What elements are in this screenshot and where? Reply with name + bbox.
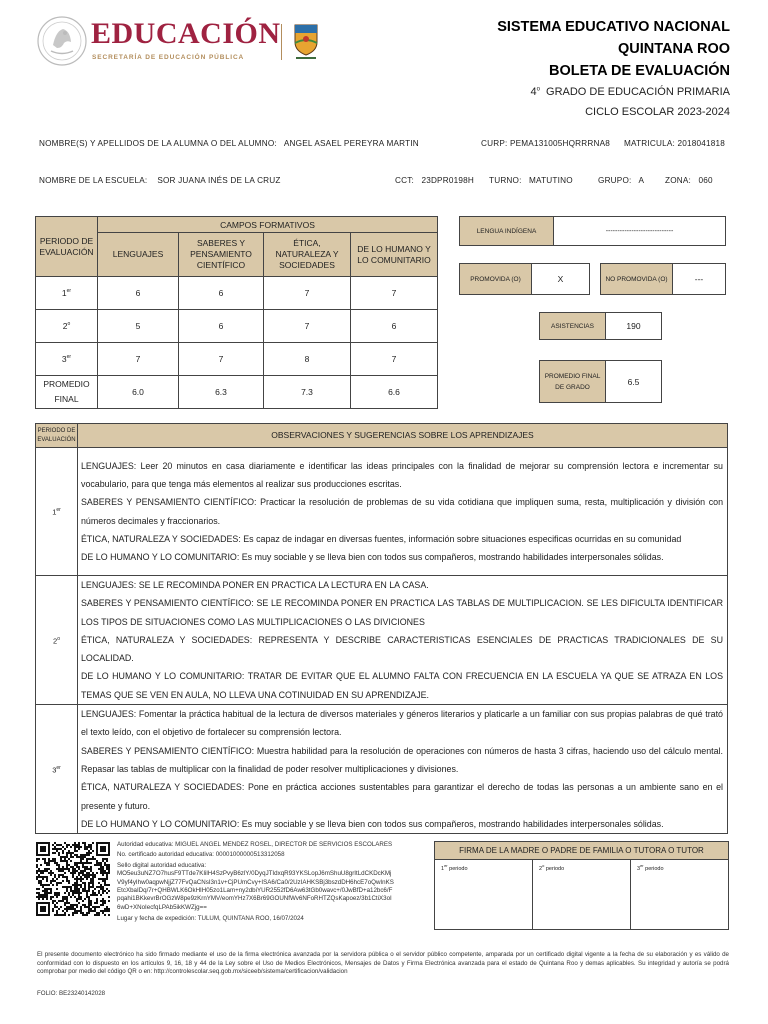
- sep-logo: [36, 14, 281, 68]
- obs-period-sup: er: [56, 764, 61, 771]
- grade-cell: 7: [179, 343, 264, 376]
- obs-period-header: PERIODO DE EVALUACIÓN: [36, 424, 78, 448]
- logo-text: EDUCACIÓN: [91, 17, 281, 50]
- header-title-1: SISTEMA EDUCATIVO NACIONAL: [497, 19, 730, 35]
- grade-number: 4: [530, 86, 537, 98]
- grade-cell: 7: [351, 277, 438, 310]
- asistencias-box: [539, 312, 662, 340]
- sig-period-label: periodo: [545, 865, 565, 872]
- grade-cell: 7: [98, 343, 179, 376]
- sig-period-num: 3: [637, 865, 641, 872]
- asistencias-value: 190: [626, 321, 641, 331]
- asistencias-label: ASISTENCIAS: [540, 313, 606, 339]
- col-header: ÉTICA, NATURALEZA Y SOCIEDADES: [264, 233, 351, 277]
- certification-block: [117, 841, 395, 924]
- final-cell: 6.6: [351, 376, 438, 409]
- sig-period-num: 1: [441, 865, 445, 872]
- obs-period-num: 1: [52, 507, 57, 517]
- lengua-value: -----------------------------: [605, 227, 674, 235]
- student-name-line: [39, 139, 419, 148]
- curp-label: CURP:: [481, 139, 508, 148]
- obs-paragraph: LENGUAJES: SE LE RECOMINDA PONER EN PRACTICA LA LECTURA EN LA CASA.: [81, 580, 429, 590]
- turno-line: [489, 176, 573, 185]
- period-cell: [36, 343, 98, 376]
- zona-label: ZONA:: [665, 176, 692, 185]
- grade-text: GRADO DE EDUCACIÓN PRIMARIA: [546, 86, 730, 98]
- period-cell: [36, 277, 98, 310]
- table-row: [36, 705, 728, 834]
- student-name-label: NOMBRE(S) Y APELLIDOS DE LA ALUMNA O DEL ALUMNO:: [39, 139, 277, 148]
- no-promovida-value: ---: [694, 274, 704, 284]
- turno-label: TURNO:: [489, 176, 522, 185]
- period-num: 2: [62, 321, 68, 331]
- qr-code: [36, 842, 110, 916]
- legal-footer: El presente documento electrónico ha sido firmado mediante el uso de la firma electrónica avanzada por la servidora pública o el servidor público competente, amparada por un certificado digital vigente a la fecha de su elaboración y es válido de conformidad con lo dispuesto en los artículos 9, 16, 18 y 44 de la Ley sobre el Uso de Medios Electrónicos, Mensajes de Datos y Firma Electrónica avanzada para el estado de Quintana Roo y demas aplicables. Su integridad y autoría se podrá comprobar por medio del código QR o en: http://controlescolar.seq.gob.mx/siceeb/sistema/certificacion/validacion: [37, 951, 729, 976]
- obs-text: [78, 576, 728, 705]
- sig-period-label: periodo: [449, 865, 468, 872]
- promedio-final-box: [539, 360, 662, 403]
- sello-label: Sello digital autoridad educativa:: [117, 861, 207, 869]
- obs-paragraph: DE LO HUMANO Y LO COMUNITARIO: Es muy sociable y se lleva bien con todos sus compañeros, mostrando habilidades interpersonales sólidas.: [81, 818, 664, 829]
- matricula-label: MATRICULA:: [624, 139, 675, 148]
- obs-paragraph: DE LO HUMANO Y LO COMUNITARIO: TRATAR DE EVITAR QUE EL ALUMNO FALTA CON FRECUENCIA EN LA ESCUELA YA QUE SE ATRAZA EN LOS TEMAS QUE SE VEN EN AULA, NO LLEVA UNA COTINUIDAD EN SU APRENDIZAJE.: [81, 671, 723, 700]
- grupo-line: [598, 176, 644, 185]
- signature-title: FIRMA DE LA MADRE O PADRE DE FAMILIA O TUTORA O TUTOR: [435, 842, 729, 860]
- obs-paragraph: SABERES Y PENSAMIENTO CIENTÍFICO: Practicar la resolución de problemas de su vida cotidiana que impliquen suma, resta, multiplicación y división con números decimales y fraccionarios.: [81, 497, 723, 526]
- period-num: 3: [61, 354, 67, 364]
- obs-text: [78, 705, 728, 834]
- obs-paragraph: ÉTICA, NATURALEZA Y SOCIEDADES: Pone en práctica acciones sustentables para garantizar el derecho de todas las personas a un ambiente sano en el presente y futuro.: [81, 782, 723, 811]
- logo-subtitle: SECRETARÍA DE EDUCACIÓN PÚBLICA: [92, 54, 245, 61]
- matricula-line: [624, 139, 725, 148]
- school-name: SOR JUANA INÉS DE LA CRUZ: [157, 176, 281, 185]
- header-title-2: QUINTANA ROO: [618, 41, 730, 57]
- signature-cell-2[interactable]: [533, 860, 631, 930]
- grade-cell: 7: [351, 343, 438, 376]
- obs-period-num: 2: [53, 636, 58, 646]
- grade-cell: 6: [98, 277, 179, 310]
- signature-cell-3[interactable]: [631, 860, 729, 930]
- obs-period-sup: o: [57, 635, 60, 642]
- sello-text: MO5eu3uNZ7O7husF9TTde7KIilH4SzPvyB6zlY/0DyqJTIdxqR93YKSLopJ6mShuU8grItLdCKDcKMjV9yf4yIhw0aqpwNjjZ77FvQaCNsI3n1v+CjPUmCvy+ISA6/Ca0/2UzIAHKSBj3bszdDH6hcE7oQwInKSEtcXbaIDq/7r+QHBWLK6OkHIH05zo1Lam+ny2dbiYUR2552fD6Aw63tGb0wavc+/0JwBfD+a12bc6/Fpqahi1BKkevrBrOGzW8pe9zKrnYMV/eomYHz7X6Br69GOUNfWv6NFoRHTZQsKapoez/3b1CtiX3oI6wD+XNoIecfqLPAb5ikKWZjg==: [117, 870, 394, 911]
- grade-cell: 6: [179, 277, 264, 310]
- final-label: PROMEDIO FINAL: [36, 376, 98, 409]
- grade-line: [530, 86, 730, 98]
- cct-line: [395, 176, 474, 185]
- quintana-roo-shield-icon: [293, 22, 319, 60]
- obs-paragraph: LENGUAJES: Leer 20 minutos en casa diariamente e identificar las ideas principales con la finalidad de mejorar su comprensión lectora e incrementar su vocabulario, para que tenga más elementos al realizar sus producciones escritas.: [81, 460, 723, 489]
- lengua-indigena-box: [459, 216, 726, 246]
- col-header: DE LO HUMANO Y LO COMUNITARIO: [351, 233, 438, 277]
- observations-table: [35, 423, 728, 834]
- grade-cell: 7: [264, 310, 351, 343]
- promedio-value: 6.5: [627, 376, 640, 387]
- no-promovida-label: NO PROMOVIDA (O): [601, 264, 673, 294]
- certificado-text: No. certificado autoridad educativa: 00001000000513312058: [117, 851, 285, 859]
- period-cell: [36, 310, 98, 343]
- school-cycle: CICLO ESCOLAR 2023-2024: [585, 106, 730, 118]
- grade-cell: 6: [179, 310, 264, 343]
- grades-table: [35, 216, 438, 409]
- campos-header: CAMPOS FORMATIVOS: [98, 217, 438, 233]
- autoridad-text: Autoridad educativa: MIGUEL ANGEL MENDEZ ROSEL, DIRECTOR DE SERVICIOS ESCOLARES: [117, 841, 393, 848]
- final-cell: 7.3: [264, 376, 351, 409]
- period-sup: er: [66, 288, 72, 295]
- grade-sup: o: [536, 86, 540, 93]
- promovida-box: [459, 263, 590, 295]
- obs-period-cell: [36, 576, 78, 705]
- table-row: [36, 277, 438, 310]
- period-header: PERIODO DE EVALUACIÓN: [36, 217, 98, 277]
- table-row: [36, 343, 438, 376]
- promovida-value: X: [557, 274, 564, 284]
- sig-period-sup: er: [640, 863, 644, 868]
- obs-period-cell: [36, 705, 78, 834]
- table-row: [36, 448, 728, 576]
- table-row: [36, 310, 438, 343]
- grade-cell: 6: [351, 310, 438, 343]
- no-promovida-box: [600, 263, 726, 295]
- obs-title: OBSERVACIONES Y SUGERENCIAS SOBRE LOS APRENDIZAJES: [78, 424, 728, 448]
- school-name-line: [39, 176, 281, 185]
- grupo-value: A: [638, 176, 645, 185]
- lugar-fecha-text: Lugar y fecha de expedición: TULUM, QUINTANA ROO, 16/07/2024: [117, 915, 304, 923]
- eagle-seal-icon: [36, 15, 88, 67]
- sig-period-sup: er: [444, 863, 448, 868]
- obs-paragraph: ÉTICA, NATURALEZA Y SOCIEDADES: REPRESENTA Y DESCRIBE CARACTERISTICAS ESENCIALES DE PRACTICAS TRADICIONALES DE SU LOCALIDAD.: [81, 634, 723, 664]
- obs-paragraph: LENGUAJES: Fomentar la práctica habitual de la lectura de diversos materiales y géneros literarios y platicarle a un familiar con sus propias palabras de qué trató el texto leído, con el objetivo de fortalecer su comprensión lectora.: [81, 709, 723, 738]
- zona-value: 060: [698, 176, 713, 185]
- cct-label: CCT:: [395, 176, 414, 185]
- sig-period-num: 2: [539, 865, 543, 872]
- table-row: [36, 376, 438, 409]
- period-num: 1: [61, 288, 67, 298]
- final-cell: 6.0: [98, 376, 179, 409]
- col-header: SABERES Y PENSAMIENTO CIENTÍFICO: [179, 233, 264, 277]
- grupo-label: GRUPO:: [598, 176, 632, 185]
- school-label: NOMBRE DE LA ESCUELA:: [39, 176, 148, 185]
- header-title-3: BOLETA DE EVALUACIÓN: [549, 63, 730, 79]
- signature-cell-1[interactable]: [435, 860, 533, 930]
- obs-paragraph: SABERES Y PENSAMIENTO CIENTÍFICO: Muestra habilidad para la resolución de operaciones con números de hasta 3 cifras, haciendo uso del cálculo mental. Repasar las tablas de multiplicar con la finalidad de poder resolver multiplicaciones y divisiones.: [81, 745, 723, 774]
- col-header: LENGUAJES: [98, 233, 179, 277]
- cct-value: 23DPR0198H: [421, 176, 474, 185]
- final-cell: 6.3: [179, 376, 264, 409]
- zona-line: [665, 176, 713, 185]
- grade-cell: 8: [264, 343, 351, 376]
- grade-cell: 7: [264, 277, 351, 310]
- curp-value: PEMA131005HQRRRNA8: [509, 139, 611, 148]
- signature-table: [434, 841, 729, 930]
- period-sup: er: [66, 354, 72, 361]
- obs-paragraph: DE LO HUMANO Y LO COMUNITARIO: Es muy sociable y se lleva bien con todos sus compañeros, mostrando habilidades interpersonales sólidas.: [81, 552, 664, 563]
- obs-period-sup: er: [56, 507, 61, 514]
- table-row: [36, 576, 728, 705]
- student-name: ANGEL ASAEL PEREYRA MARTIN: [283, 139, 419, 148]
- promovida-label: PROMOVIDA (O): [460, 264, 532, 294]
- sig-period-sup: o: [542, 863, 545, 868]
- grade-cell: 5: [98, 310, 179, 343]
- promedio-label: PROMEDIO FINAL DE GRADO: [540, 361, 606, 402]
- folio: FOLIO: BE23240142028: [37, 990, 106, 997]
- matricula-value: 2018041818: [677, 139, 726, 148]
- curp-line: [481, 139, 610, 148]
- logo-divider: [281, 24, 282, 60]
- obs-text: [78, 448, 728, 576]
- period-sup: o: [67, 321, 71, 328]
- obs-period-cell: [36, 448, 78, 576]
- turno-value: MATUTINO: [529, 176, 573, 185]
- obs-period-num: 3: [52, 765, 57, 775]
- lengua-label: LENGUA INDÍGENA: [460, 217, 554, 245]
- obs-paragraph: SABERES Y PENSAMIENTO CIENTÍFICO: SE LE RECOMINDA PONER EN PRACTICA LAS TABLAS DE MULTIPLICACION. SE LES DIFICULTA IDENTIFICAR LOS TIPOS DE SITUACIONES COMO LAS MULTIPLICACIONES O LAS DIVICIONES: [81, 598, 723, 627]
- obs-paragraph: ÉTICA, NATURALEZA Y SOCIEDADES: Es capaz de indagar en diversas fuentes, información sobre situaciones especificas ocurridas en su comunidad: [81, 533, 682, 544]
- sig-period-label: periodo: [645, 865, 664, 872]
